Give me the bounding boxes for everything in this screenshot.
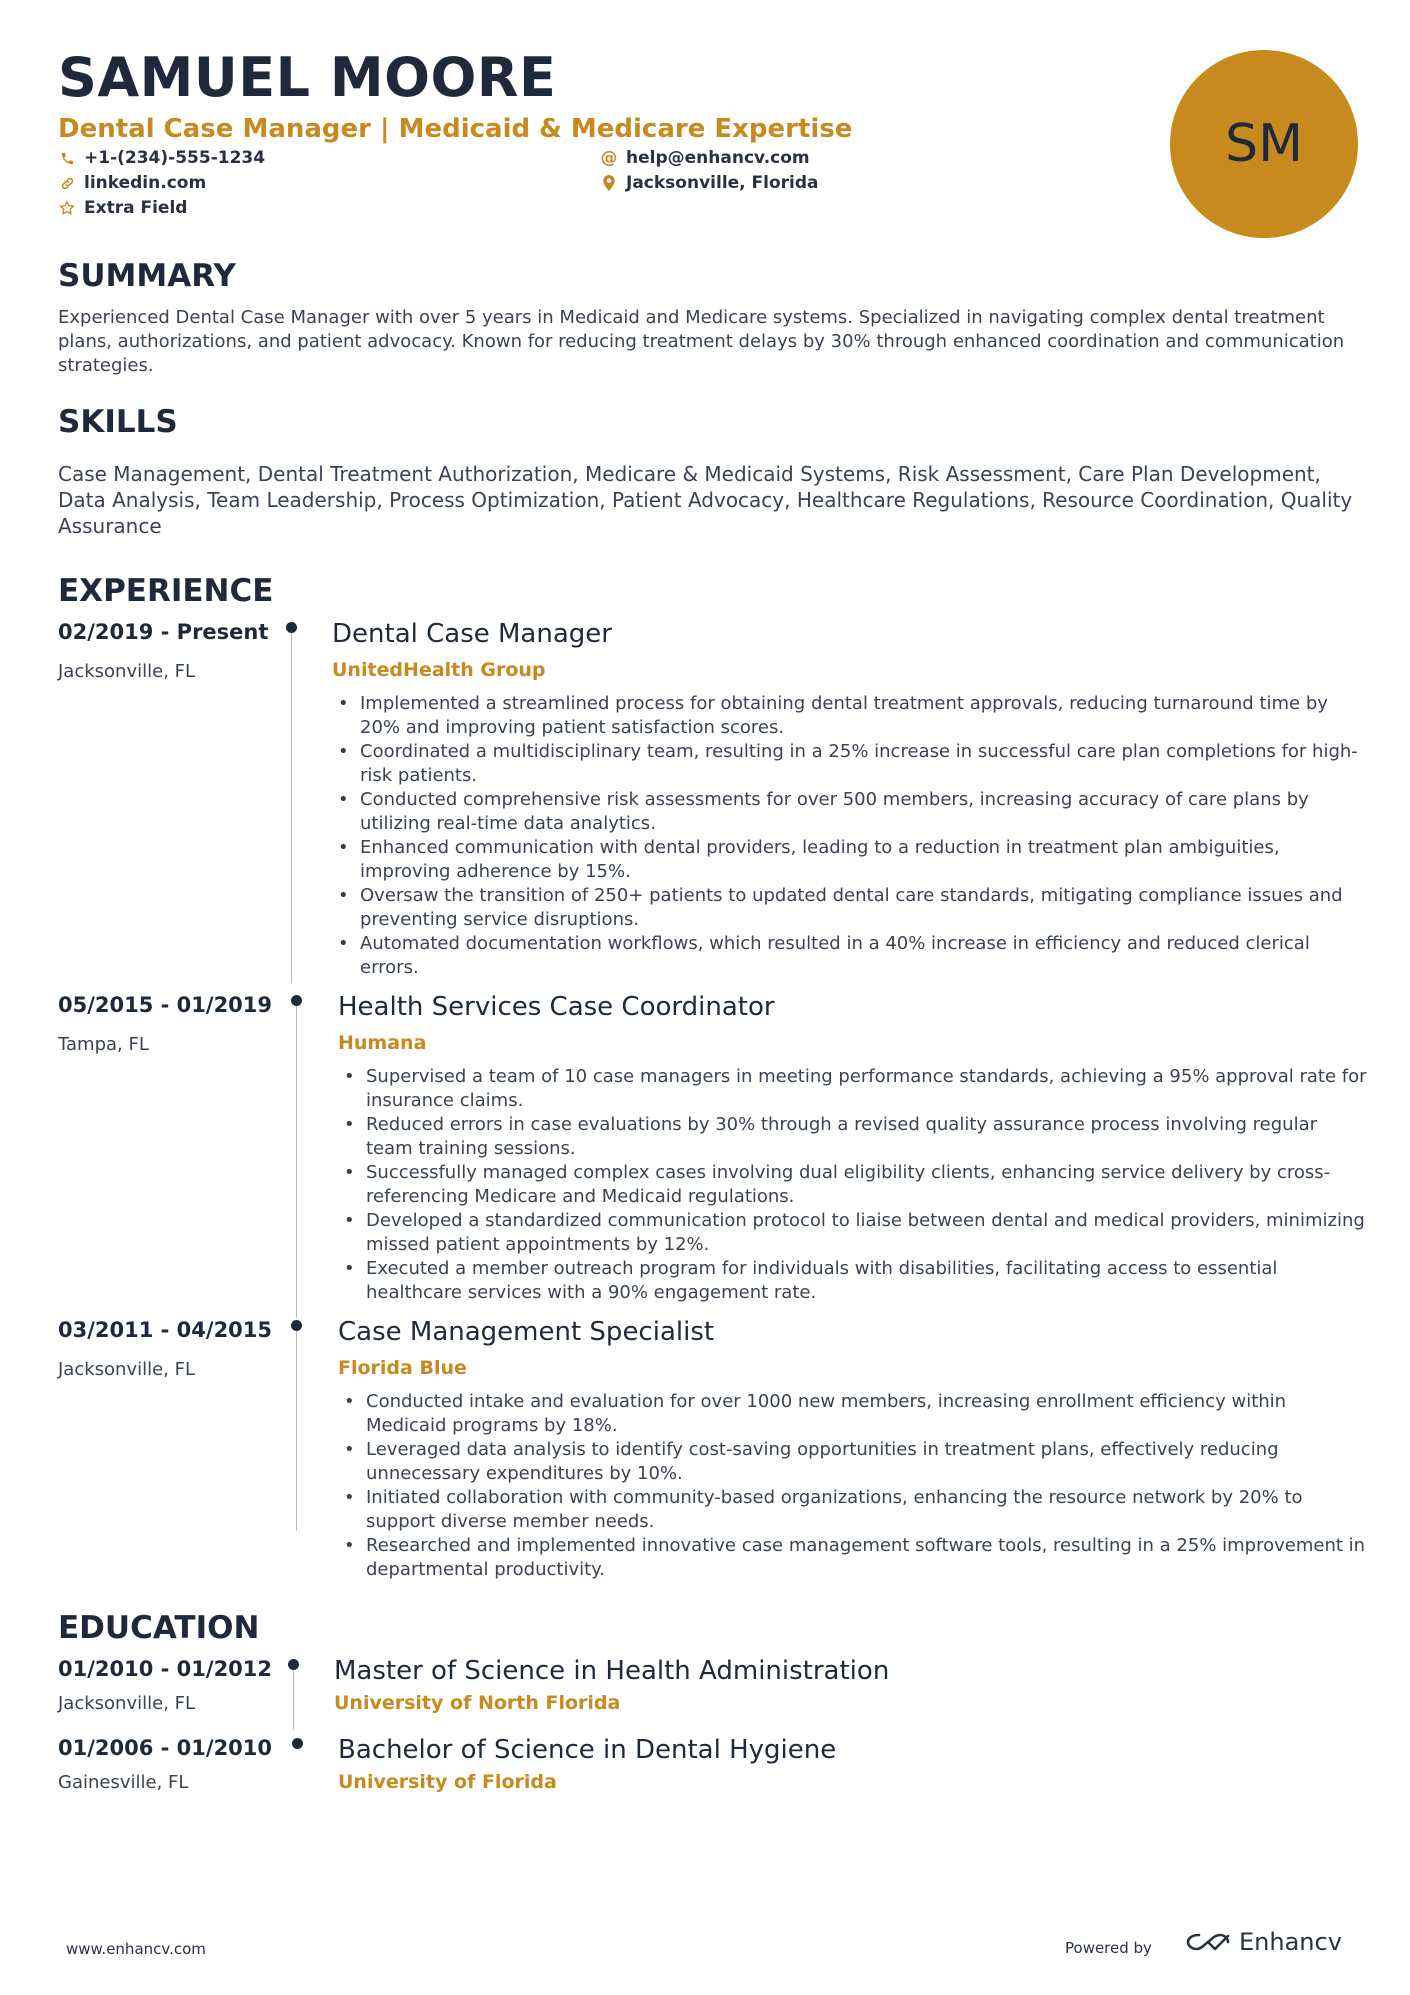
timeline-dot bbox=[291, 1320, 302, 1331]
extra-text: Extra Field bbox=[84, 198, 188, 218]
summary-heading: SUMMARY bbox=[58, 258, 236, 294]
timeline-dot bbox=[286, 622, 297, 633]
bullet-item: • Developed a standardized communication protocol to liaise between dental and medical providers, minimizing missed patient appointments by 12%. bbox=[338, 1209, 1368, 1257]
candidate-headline: Dental Case Manager | Medicaid & Medicare Expertise bbox=[58, 114, 853, 144]
experience-location: Jacksonville, FL bbox=[58, 661, 196, 682]
education-location: Jacksonville, FL bbox=[58, 1693, 196, 1714]
education-date: 01/2006 - 01/2010 bbox=[58, 1736, 273, 1760]
timeline-line bbox=[296, 1331, 297, 1531]
footer-website-link[interactable]: www.enhancv.com bbox=[66, 1940, 206, 1958]
link-icon bbox=[58, 174, 76, 192]
experience-location: Jacksonville, FL bbox=[58, 1359, 196, 1380]
experience-bullets bbox=[338, 1065, 1368, 1305]
bullet-item: • Initiated collaboration with community-based organizations, enhancing the resource network by 20% to support diverse member needs. bbox=[338, 1486, 1368, 1534]
enhancv-logo-icon bbox=[1185, 1930, 1231, 1954]
bullet-item: • Reduced errors in case evaluations by 30% through a revised quality assurance process involving regular team training sessions. bbox=[338, 1113, 1368, 1161]
contact-linkedin[interactable] bbox=[58, 173, 206, 193]
experience-heading: EXPERIENCE bbox=[58, 573, 274, 609]
bullet-item: • Conducted comprehensive risk assessments for over 500 members, increasing accuracy of care plans by utilizing real-time data analytics. bbox=[332, 788, 1362, 836]
skills-text: Case Management, Dental Treatment Authorization, Medicare & Medicaid Systems, Risk Assessment, Care Plan Development, Data Analysis, Team Leadership, Process Optimization, Patient Advocacy, Healthcare Regulations, Resource Coordination, Quality Assurance bbox=[58, 462, 1353, 538]
star-icon bbox=[58, 199, 76, 217]
education-degree: Master of Science in Health Administration bbox=[334, 1656, 890, 1686]
timeline-line bbox=[293, 1670, 294, 1730]
experience-location: Tampa, FL bbox=[58, 1034, 149, 1055]
summary-text: Experienced Dental Case Manager with over 5 years in Medicaid and Medicare systems. Specialized in navigating complex dental treatment plans, authorizations, and patient advocacy. Known for reducing treatment delays by 30% through enhanced coordination and communication strategies. bbox=[58, 307, 1345, 376]
bullet-item: • Executed a member outreach program for individuals with disabilities, facilitating access to essential healthcare services with a 90% engagement rate. bbox=[338, 1257, 1368, 1305]
experience-date: 03/2011 - 04/2015 bbox=[58, 1318, 273, 1342]
avatar-initials: SM bbox=[1170, 50, 1358, 238]
bullet-item: • Automated documentation workflows, which resulted in a 40% increase in efficiency and reduced clerical errors. bbox=[332, 932, 1362, 980]
contact-extra bbox=[58, 198, 187, 218]
contact-location bbox=[600, 173, 819, 193]
experience-company: Florida Blue bbox=[338, 1357, 467, 1379]
education-degree: Bachelor of Science in Dental Hygiene bbox=[338, 1735, 837, 1765]
experience-company: UnitedHealth Group bbox=[332, 659, 546, 681]
experience-date: 02/2019 - Present bbox=[58, 620, 269, 644]
brand-name: Enhancv bbox=[1239, 1928, 1342, 1956]
footer-brand-logo[interactable] bbox=[1185, 1928, 1342, 1956]
bullet-item: • Supervised a team of 10 case managers in meeting performance standards, achieving a 95% approval rate for insurance claims. bbox=[338, 1065, 1368, 1113]
bullet-item: • Leveraged data analysis to identify cost-saving opportunities in treatment plans, effectively reducing unnecessary expenditures by 10%. bbox=[338, 1438, 1368, 1486]
email-text: help@enhancv.com bbox=[626, 148, 810, 168]
timeline-line bbox=[291, 633, 292, 983]
timeline-dot bbox=[292, 1738, 303, 1749]
bullet-item: • Enhanced communication with dental providers, leading to a reduction in treatment plan ambiguities, improving adherence by 15%. bbox=[332, 836, 1362, 884]
experience-title: Dental Case Manager bbox=[332, 619, 612, 649]
experience-title: Case Management Specialist bbox=[338, 1317, 715, 1347]
bullet-item: • Researched and implemented innovative case management software tools, resulting in a 25% improvement in departmental productivity. bbox=[338, 1534, 1368, 1582]
at-icon: @ bbox=[600, 148, 618, 168]
contact-email[interactable] bbox=[600, 148, 810, 168]
bullet-item: • Coordinated a multidisciplinary team, resulting in a 25% increase in successful care plan completions for high-risk patients. bbox=[332, 740, 1362, 788]
education-school: University of Florida bbox=[338, 1771, 557, 1793]
education-school: University of North Florida bbox=[334, 1692, 621, 1714]
education-location: Gainesville, FL bbox=[58, 1772, 189, 1793]
footer-powered-by: Powered by bbox=[1065, 1939, 1152, 1957]
timeline-line bbox=[296, 1006, 297, 1318]
bullet-item: • Implemented a streamlined process for obtaining dental treatment approvals, reducing turnaround time by 20% and improving patient satisfaction scores. bbox=[332, 692, 1362, 740]
experience-date: 05/2015 - 01/2019 bbox=[58, 993, 273, 1017]
education-heading: EDUCATION bbox=[58, 1610, 260, 1646]
education-date: 01/2010 - 01/2012 bbox=[58, 1657, 273, 1681]
location-text: Jacksonville, Florida bbox=[626, 173, 819, 193]
bullet-item: • Conducted intake and evaluation for over 1000 new members, increasing enrollment efficiency within Medicaid programs by 18%. bbox=[338, 1390, 1368, 1438]
candidate-name: SAMUEL MOORE bbox=[58, 46, 557, 109]
phone-icon bbox=[58, 149, 76, 167]
contact-phone[interactable] bbox=[58, 148, 265, 168]
linkedin-text: linkedin.com bbox=[84, 173, 207, 193]
timeline-dot bbox=[288, 1659, 299, 1670]
experience-title: Health Services Case Coordinator bbox=[338, 992, 775, 1022]
skills-heading: SKILLS bbox=[58, 404, 178, 440]
bullet-item: • Oversaw the transition of 250+ patients to updated dental care standards, mitigating compliance issues and preventing service disruptions. bbox=[332, 884, 1362, 932]
experience-bullets bbox=[338, 1390, 1368, 1582]
bullet-item: • Successfully managed complex cases involving dual eligibility clients, enhancing service delivery by cross-referencing Medicare and Medicaid regulations. bbox=[338, 1161, 1368, 1209]
phone-text: +1-(234)-555-1234 bbox=[84, 148, 266, 168]
timeline-dot bbox=[291, 995, 302, 1006]
experience-company: Humana bbox=[338, 1032, 427, 1054]
experience-bullets bbox=[332, 692, 1362, 980]
location-pin-icon bbox=[600, 174, 618, 192]
